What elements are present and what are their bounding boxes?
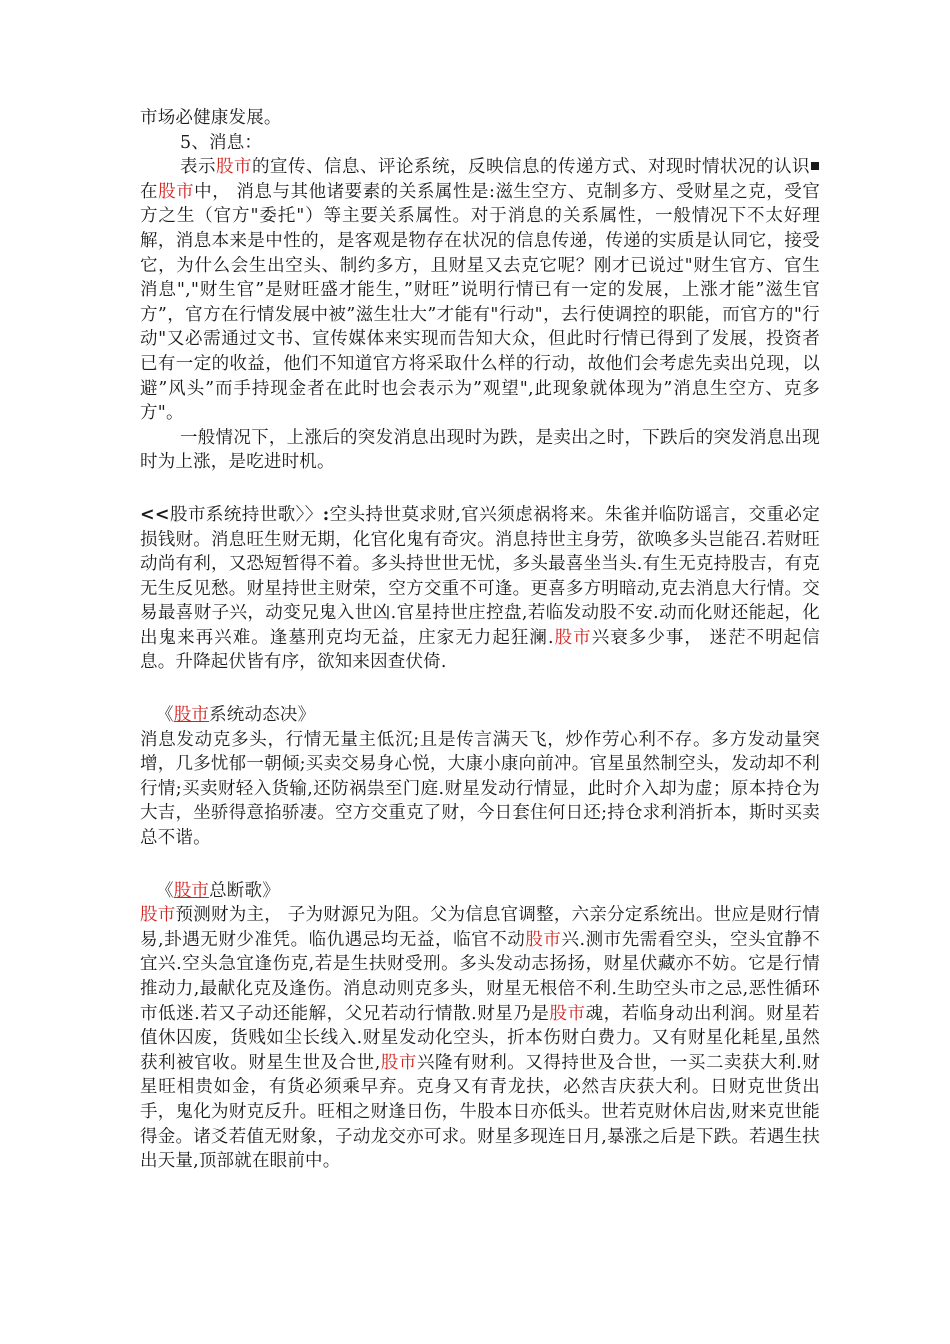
square-bullet-icon xyxy=(811,162,819,170)
document-page xyxy=(140,106,820,1174)
song-overall-text: 股市预测财为主， 子为财源兄为阻。父为信息官调整，六亲分定系统出。世应是财行情易,卦遇无财少准凭。临仇遇忌均无益，临官不动股市兴.测市先需看空头，空头宜静不宜兴.空头急宜逢伤克,若是生扶财受刑。多头发动志扬扬，财星伏藏亦不妨。它是行情推动力,最献化克及逢伤。消息动则克多头，财星无根倍不利.生助空头市之忌,恶性循环市低迷.若又子动还能解，父兄若动行情散.财星乃是股市魂，若临身动出利润。财星若值休囚废，货贱如尘长线入.财星发动化空头，折本伤财白费力。又有财星化耗星,虽然获利被官收。财星生世及合世,股市兴隆有财利。又得持世及合世，一买二卖获大利.财星旺相贵如金，有货必须乘早弃。克身又有青龙扶，必然吉庆获大利。日财克世货出手，鬼化为财克反升。旺相之财逢日伤，牛股本日亦低头。世若克财休启齿,财来克世能得金。诸爻若值无财象，子动龙交亦可求。财星多现连日月,暴涨之后是下跌。若遇生扶出天量,顶部就在眼前中。 xyxy=(140,905,821,1172)
song-title: 股市系统持世歌〉〉 xyxy=(169,504,323,525)
song-holding-section: <<股市系统持世歌〉〉:空头持世莫求财,官兴须虑祸将来。朱雀并临防谣言，交重必定损钱财。消息旺生财无期，化官化鬼有奇灾。消息持世主身劳，欲唤多头岂能召.若财旺动尚有利，又恐短暂得不着。多头持世世无忧，多头最喜坐当头.有生无克持股吉，有克无生反见愁。财星持世主财荣，空方交重不可逢。更喜多方明暗动,克去消息大行情。交易最喜财子兴，动变兄鬼入世凶.官星持世庄控盘,若临发动股不安.动而化财还能起，化出鬼来再兴难。逢墓刑克均无益，庄家无力起狂澜.股市兴衰多少事， 迷茫不明起信息。升降起伏皆有序，欲知来因查伏倚. xyxy=(140,504,820,673)
song-dynamic-text: 消息发动克多头，行情无量主低沉;且是传言满天飞，炒作劳心利不存。多方发动量突增，几多忧郁一朝倾;买卖交易身心悦，大康小康向前冲。官星虽然制空头，发动却不利行情;买卖财轻入货输,还防祸祟至门庭.财星发动行情显，此时介入却为虚；原本持仓为大吉，坐骄得意掐骄凄。空方交重克了财，今日套住何日还;持仓求利消折本，斯时买卖总不谐。 xyxy=(140,729,820,849)
keyword-link[interactable]: 股市 xyxy=(140,905,176,926)
song-overall-title: 《股市总断歌》 xyxy=(156,880,280,901)
spacer xyxy=(140,475,820,503)
song-dynamic-title: 《股市系统动态决》 xyxy=(156,705,316,726)
keyword-link[interactable]: 股 xyxy=(549,1003,568,1024)
spacer xyxy=(140,851,820,879)
keyword-link[interactable]: 股市 xyxy=(525,929,562,950)
keyword-link[interactable]: 股市 xyxy=(216,157,252,178)
keyword-link[interactable]: 股市 xyxy=(553,627,592,648)
paragraph-general-case: 一般情况下，上涨后的突发消息出现时为跌，是卖出之时，下跌后的突发消息出现时为上涨，是吃进时机。 xyxy=(140,427,820,473)
keyword-link[interactable]: 股市 xyxy=(173,705,210,726)
keyword-link[interactable]: 股市 xyxy=(173,880,210,901)
paragraph-news-definition: 表示股市的宣传、信息、评论系统，反映信息的传递方式、对现时情状况的认识在股市中， 消息与其他诸要素的关系属性是:滋生空方、克制多方、受财星之克，受官方之生（官方"委托"）等主要关系属性。对于消息的关系属性，一般情况下不太好理解，消息本来是中性的，是客观是物存在状况的信息传递，传递的实质是认同它，接受它，为什么会生出空头、制约多方，且财星又去克它呢？刚才已说过"财生官方、官生消息","财生官”是财旺盛才能生，”财旺”说明行情已有一定的发展，上涨才能”滋生官方”，官方在行情发展中被”滋生壮大”才能有"行动"，去行使调控的职能，而官方的"行动"又必需通过文书、宣传媒体来实现而告知大众，但此时行情已得到了发展，投资者已有一定的收益，他们不知道官方将采取什么样的行动，故他们会考虑先卖出兑现，以避”风头”而手持现金者在此时也会表示为”观望",此现象就体现为”消息生空方、克多方"。 xyxy=(140,157,821,424)
section-heading-5: 5、消息： xyxy=(180,132,263,153)
keyword-link[interactable]: 股市 xyxy=(158,181,195,202)
keyword-link[interactable]: 股市 xyxy=(380,1052,417,1073)
paragraph-continued: 市场必健康发展。 xyxy=(140,108,282,128)
keyword-link[interactable]: 市 xyxy=(567,1003,586,1024)
spacer xyxy=(140,675,820,703)
